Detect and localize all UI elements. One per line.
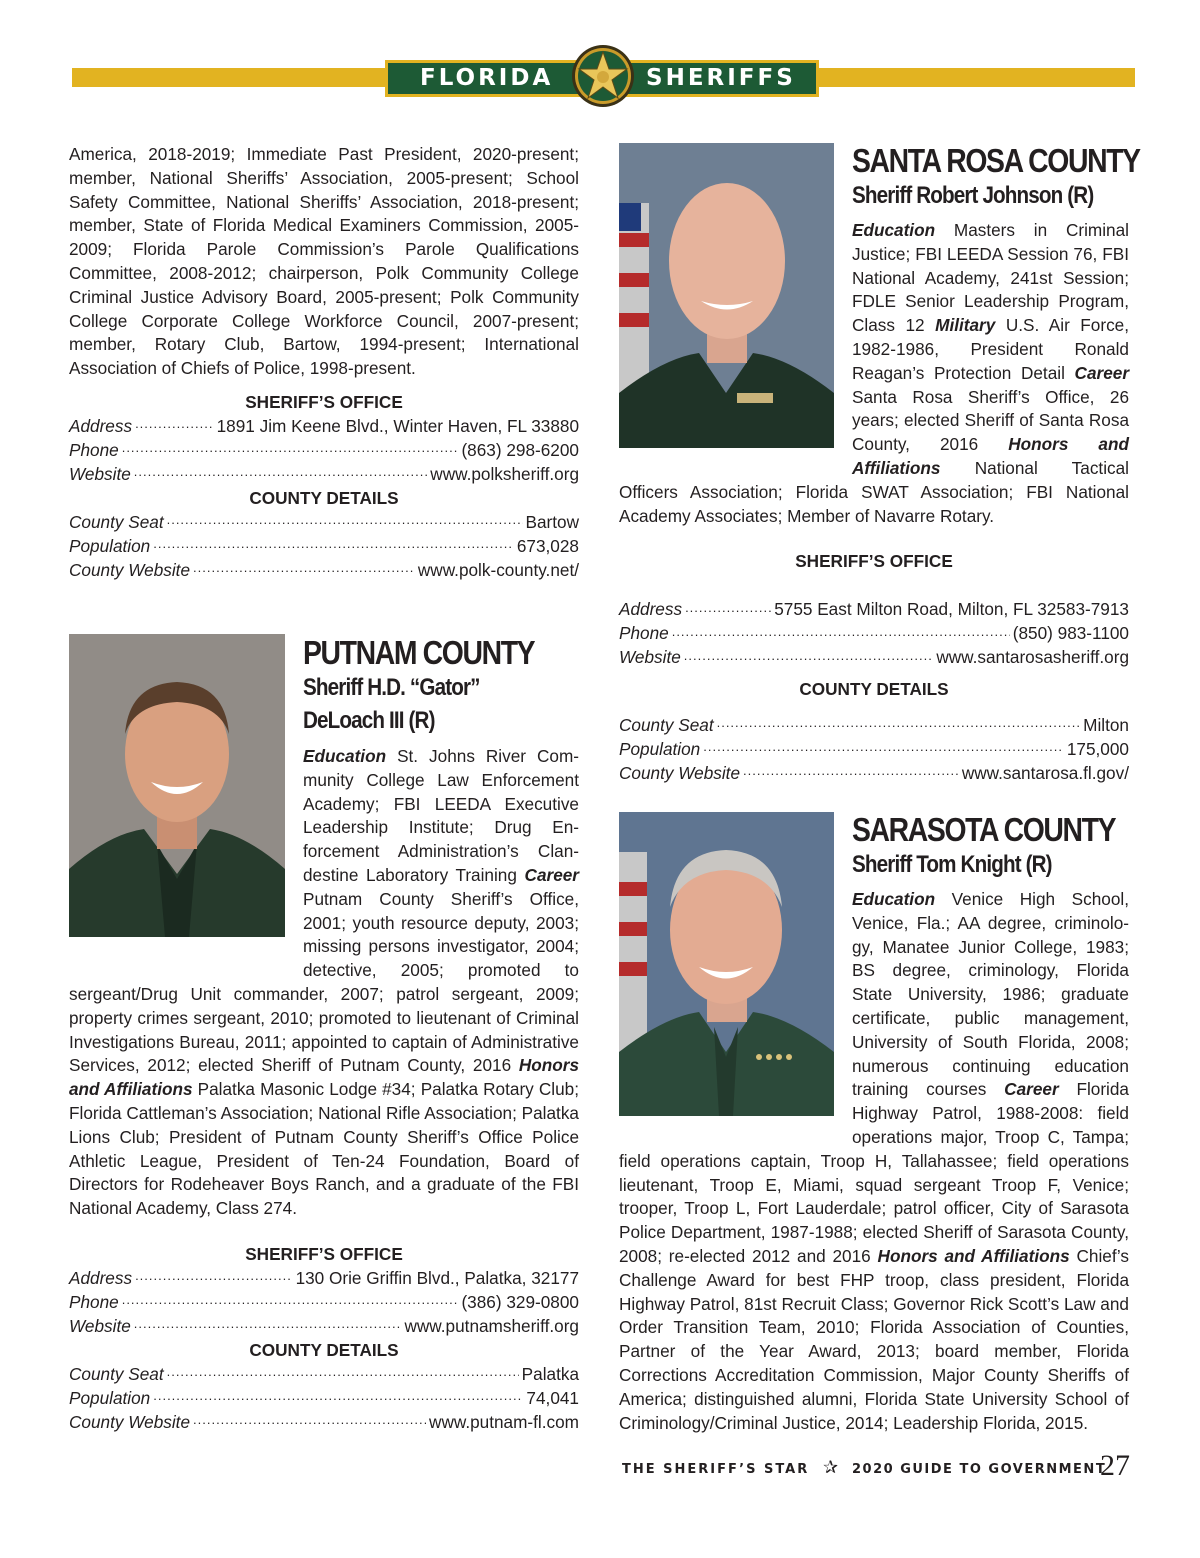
santarosa-honors-text: National Tactical Officers Association; Florida SWAT Association; FBI National Academy Associates; Member of Navarre Rotary.	[619, 457, 1129, 526]
santarosa-career-text: Santa Rosa Sheriff’s Office, 26 years; elected Sheriff of Santa Rosa County, 2016	[852, 386, 1129, 455]
polk-office-heading: SHERIFF’S OFFICE	[245, 391, 403, 412]
page-number: 27	[1100, 1449, 1130, 1482]
putnam-career-label: Career	[524, 864, 579, 885]
santarosa-population-row: Population ..... 175,000	[619, 738, 1129, 762]
santarosa-seat-row: County Seat ..... Milton	[619, 714, 1129, 738]
polk-seat-row: County Seat ..... Bartow	[69, 511, 579, 535]
santarosa-county-website-row: County Website ..... www.santarosa.fl.gov/	[619, 762, 1129, 786]
putnam-sheriff-name-line1: Sheriff H.D. “Gator”	[303, 674, 480, 701]
santarosa-military-text: U.S. Air Force, 1982-1986, President Ronald Reagan’s Protection Detail	[852, 315, 1130, 383]
santarosa-career-label: Career	[1074, 362, 1130, 383]
putnam-address-row: Address ..... 130 Orie Griffin Blvd., Palatka, 32177	[69, 1267, 579, 1291]
footer-star-icon: ✰	[823, 1457, 839, 1477]
putnam-county-heading: COUNTY DETAILS	[249, 1339, 399, 1360]
footer-guide-title: 2020 GUIDE TO GOVERNMENT	[852, 1462, 1107, 1477]
polk-county-website-row: County Website ..... www.polk-county.net/	[69, 558, 579, 582]
putnam-education-text: St. Johns River Community College Law Enforcement Academy; FBI LEEDA Executive Leadership Institute; Drug Enforcement Administration’s Clandestine Laboratory Training	[303, 746, 579, 885]
putnam-honors-label: Honors and Affiliations	[69, 1055, 579, 1100]
putnam-office-heading: SHERIFF’S OFFICE	[245, 1243, 403, 1264]
santarosa-office-heading: SHERIFF’S OFFICE	[795, 551, 953, 572]
sarasota-honors-text: Chief’s Challenge Award for best FHP troop, class president, Florida Highway Patrol, 81st Recruit Class; Governor Rick Scott’s Law and Order Transition Team, 2010; Florida Association of Counties, Partner of the Year Award, 2013; board member, Florida Corrections Accreditation Commission, Major County Sheriffs of America; distinguished alumni, Florida State University School of Criminology/Criminal Justice, 2014; Leadership Florida, 2015.	[619, 1245, 1130, 1433]
polk-website-row: Website ..... www.polksheriff.org	[69, 463, 579, 487]
putnam-career-text: Putnam County Sheriff’s Office, 2001; youth resource deputy, 2003; missing persons investigator, 2004; detective, 2005; promoted to sergeant/Drug Unit commander, 2007; patrol sergeant, 2009; property crimes sergeant, 2010; promoted to lieutenant of Criminal Investigations Bureau, 2011; appointed to captain of Administrative Services, 2012; elected Sheriff of Putnam County, 2016	[69, 888, 579, 1076]
page-footer	[620, 1449, 1130, 1485]
polk-county-heading: COUNTY DETAILS	[249, 487, 399, 508]
polk-population-row: Population ..... 673,028	[69, 535, 579, 559]
sarasota-career-text: Florida Highway Patrol, 1988-2008: field operations major, Troop C, Tampa; field operations captain, Troop H, Tallahassee; field operations lieutenant, Troop E, Miami, squad sergeant Troop F, Venice; trooper, Troop L, Fort Lauderdale; patrol officer, City of Sarasota Police Department, 1987-1988; elected Sheriff of Sarasota County, 2008; re-elected 2012 and 2016	[619, 1079, 1129, 1266]
sheriff-star-badge-icon	[570, 43, 636, 109]
putnam-bio	[69, 745, 579, 1434]
sarasota-education-label: Education	[852, 889, 936, 909]
santarosa-county-heading: COUNTY DETAILS	[799, 679, 949, 700]
putnam-seat-row: County Seat ..... Palatka	[69, 1362, 579, 1386]
santarosa-address-row: Address ..... 5755 East Milton Road, Milton, FL 32583-7913	[619, 598, 1129, 622]
sarasota-education-text: Venice High School, Venice, Fla.; AA degree, criminology, Manatee Junior College, 1983; BS degree, criminology, Florida State University, 1986; graduate certificate, public management, University of South Florida, 2008; numerous continuing education training courses	[852, 889, 1129, 1100]
sarasota-career-label: Career	[1004, 1079, 1059, 1100]
polk-address-row: Address ..... 1891 Jim Keene Blvd., Winter Haven, FL 33880	[69, 415, 579, 439]
sarasota-sheriff-name: Sheriff Tom Knight (R)	[852, 851, 1052, 878]
santarosa-education-text: Masters in Criminal Justice; FBI LEEDA Session 76, FBI National Academy, 241st Session; FDLE Senior Leadership Program, Class 12	[852, 220, 1129, 336]
santarosa-sheriff-name: Sheriff Robert Johnson (R)	[852, 182, 1094, 209]
polk-continued-text: America, 2018-2019; Immediate Past President, 2020-present; member, National Sheriffs’ Association, 2005-present; School Safety Committee, National Sheriffs’ Association, 2018-present; member, State of Florida Medical Examiners Commission, 2005-2009; Florida Parole Commission’s Parole Qualifications Committee, 2008-2012; chairperson, Polk Community College Criminal Justice Advisory Board, 2005-present; Polk Community College Corporate College Workforce Council, 2007-present; member, Rotary Club, Bartow, 1994-present; International Association of Chiefs of Police, 1998-present.	[69, 144, 579, 379]
santarosa-phone-row: Phone ..... (850) 983-1100	[619, 622, 1129, 646]
santarosa-military-label: Military	[935, 315, 996, 336]
putnam-county-website-row: County Website ..... www.putnam-fl.com	[69, 1410, 579, 1434]
header-title-right: SHERIFFS	[646, 65, 796, 91]
sarasota-honors-label: Honors and Affiliations	[877, 1245, 1070, 1266]
polk-section	[69, 143, 579, 582]
putnam-population-row: Population ..... 74,041	[69, 1386, 579, 1410]
santarosa-education-label: Education	[852, 220, 936, 240]
sarasota-header	[852, 812, 1128, 881]
putnam-website-row: Website ..... www.putnamsheriff.org	[69, 1315, 579, 1339]
putnam-county-title: PUTNAM COUNTY	[303, 634, 535, 671]
santarosa-bio	[619, 219, 1129, 786]
putnam-header	[303, 635, 579, 737]
santarosa-county-title: SANTA ROSA COUNTY	[852, 142, 1140, 179]
putnam-education-label: Education	[303, 746, 387, 766]
sarasota-county-title: SARASOTA COUNTY	[852, 811, 1116, 848]
header-title-left: FLORIDA	[420, 65, 554, 91]
sarasota-bio	[619, 888, 1129, 1435]
putnam-honors-text: Palatka Masonic Lodge #34; Palatka Rotary Club; Florida Cattleman’s Association; National Rifle Association; Palatka Lions Club; President of Putnam County Sheriff’s Office Police Athletic League, President of Ten-24 Foundation, Board of Directors for Rodeheaver Boys Ranch, and a graduate of the FBI National Academy, Class 274.	[69, 1079, 579, 1219]
footer-publication: THE SHERIFF’S STAR	[622, 1462, 810, 1477]
santarosa-honors-label: Honors and Affiliations	[852, 434, 1129, 478]
putnam-phone-row: Phone ..... (386) 329-0800	[69, 1291, 579, 1315]
santarosa-website-row: Website ..... www.santarosasheriff.org	[619, 646, 1129, 670]
santarosa-header	[852, 142, 1140, 212]
putnam-sheriff-name-line2: DeLoach III (R)	[303, 707, 435, 734]
polk-phone-row: Phone ..... (863) 298-6200	[69, 439, 579, 463]
